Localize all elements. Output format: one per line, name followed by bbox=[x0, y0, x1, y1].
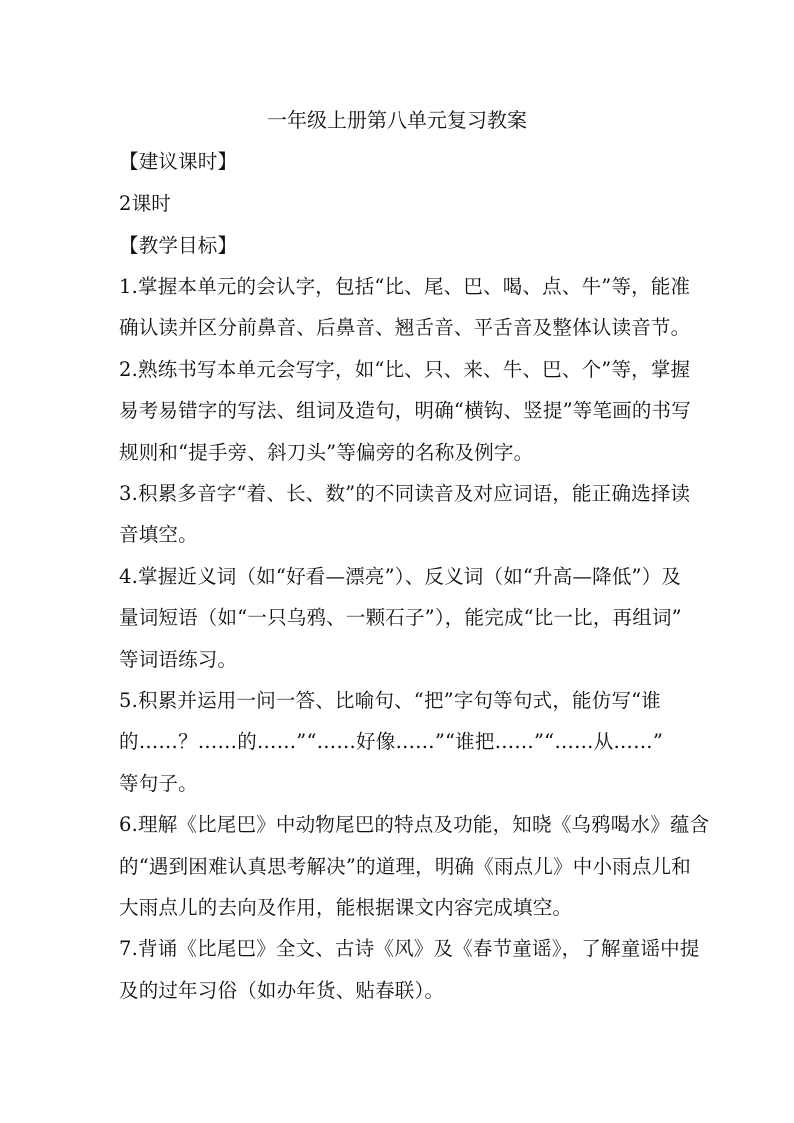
objective-line: 大雨点儿的去向及作用，能根据课文内容完成填空。 bbox=[119, 896, 573, 919]
document-title: 一年级上册第八单元复习教案 bbox=[267, 108, 527, 132]
objective-line: 2.熟练书写本单元会写字，如“比、只、来、牛、巴、个”等，掌握 bbox=[119, 358, 691, 381]
objective-line: 等词语练习。 bbox=[119, 648, 238, 671]
objective-line: 量词短语（如“一只乌鸦、一颗石子”），能完成“比一比，再组词” bbox=[119, 606, 682, 629]
objective-line: 4.掌握近义词（如“好看—漂亮”）、反义词（如“升高—降低”）及 bbox=[119, 565, 682, 588]
objective-line: 音填空。 bbox=[119, 523, 198, 546]
objective-line: 及的过年习俗（如办年货、贴春联）。 bbox=[119, 979, 445, 1002]
section-heading-objectives: 【教学目标】 bbox=[119, 234, 238, 257]
objective-line: 3.积累多音字“着、长、数”的不同读音及对应词语，能正确选择读 bbox=[119, 482, 691, 505]
objective-line: 6.理解《比尾巴》中动物尾巴的特点及功能，知晓《乌鸦喝水》蕴含 bbox=[119, 813, 710, 836]
objective-line: 等句子。 bbox=[119, 772, 198, 795]
objective-line: 1.掌握本单元的会认字，包括“比、尾、巴、喝、点、牛”等，能准 bbox=[119, 275, 691, 298]
objective-line: 的“遇到困难认真思考解决”的道理，明确《雨点儿》中小雨点儿和 bbox=[119, 855, 691, 878]
objective-line: 确认读并区分前鼻音、后鼻音、翘舌音、平舌音及整体认读音节。 bbox=[119, 316, 691, 339]
objective-line: 7.背诵《比尾巴》全文、古诗《风》及《春节童谣》，了解童谣中提 bbox=[119, 937, 700, 960]
class-hours-value: 2课时 bbox=[119, 192, 172, 215]
objective-line: 规则和“提手旁、斜刀头”等偏旁的名称及例字。 bbox=[119, 441, 534, 464]
objective-line: 5.积累并运用一问一答、比喻句、“把”字句等句式，能仿写“谁 bbox=[119, 689, 662, 712]
section-heading-class-hours: 【建议课时】 bbox=[119, 150, 238, 173]
objective-line: 易考易错字的写法、组词及造句，明确“横钩、竖提”等笔画的书写 bbox=[119, 399, 691, 422]
objective-line: 的……？……的……”“……好像……”“谁把……”“……从……” bbox=[119, 730, 663, 753]
